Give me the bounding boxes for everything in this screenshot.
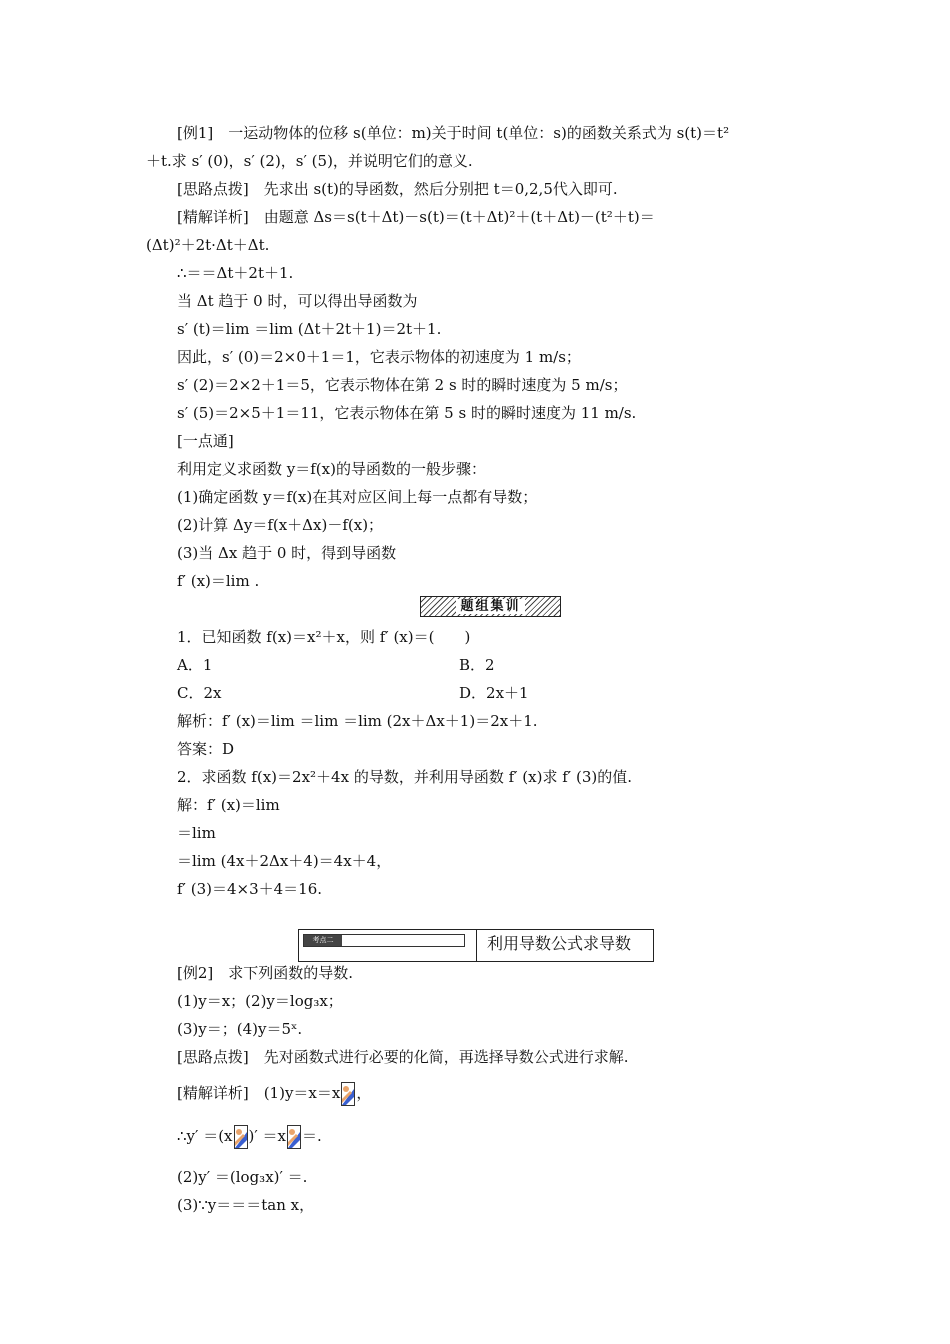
section-header [298, 929, 654, 962]
missing-formula-image [287, 1125, 301, 1149]
example1-line1: [例1] 一运动物体的位移 s(单位：m)关于时间 t(单位：s)的函数关系式为 s(t)＝t² [177, 124, 730, 142]
q1-stem: 1．已知函数 f(x)＝x²＋x，则 f′ (x)＝( ) [177, 628, 471, 646]
example1-solution-line1: [精解详析] 由题意 Δs＝s(t＋Δt)－s(t)＝(t＋Δt)²＋(t＋Δt)－(t²＋t)＝ [177, 208, 655, 226]
missing-formula-image [234, 1125, 248, 1149]
example1-solution-line4: 当 Δt 趋于 0 时，可以得出导函数为 [177, 292, 418, 310]
example2-solution-line1-end: ， [356, 1084, 372, 1102]
missing-formula-image [341, 1082, 355, 1106]
q2-step1: 解：f′ (x)＝lim [177, 796, 280, 814]
tip-heading: [一点通] [177, 432, 234, 450]
example2-solution-line1-text: [精解详析] (1)y＝x＝x [177, 1084, 341, 1102]
q2-step4: f′ (3)＝4×3＋4＝16. [177, 880, 323, 898]
example1-solution-line3: ∴＝＝Δt＋2t＋1. [177, 264, 294, 282]
practice-banner [420, 596, 561, 617]
tip-line3: (2)计算 Δy＝f(x＋Δx)－f(x)； [177, 516, 384, 534]
example2-line2: (1)y＝x；(2)y＝log₃x； [177, 992, 343, 1010]
q2-step3: ＝lim (4x＋2Δx＋4)＝4x＋4， [177, 852, 392, 870]
q2-step2: ＝lim [177, 824, 216, 842]
example2-solution-line2-c: ＝. [302, 1127, 322, 1145]
section-divider [476, 930, 477, 961]
example2-solution-line1 [177, 1082, 371, 1106]
tip-line2: (1)确定函数 y＝f(x)在其对应区间上每一点都有导数； [177, 488, 538, 506]
example1-solution-line7: s′ (2)＝2×2＋1＝5，它表示物体在第 2 s 时的瞬时速度为 5 m/s； [177, 376, 628, 394]
example1-solution-line2: (Δt)²＋2t·Δt＋Δt. [146, 236, 270, 254]
practice-banner-label: 题组集训 [456, 599, 524, 614]
example1-solution-line6: 因此，s′ (0)＝2×0＋1＝1，它表示物体的初速度为 1 m/s； [177, 348, 581, 366]
example1-solution-line8: s′ (5)＝2×5＋1＝11，它表示物体在第 5 s 时的瞬时速度为 11 m/s. [177, 404, 637, 422]
q1-option-b: B．2 [459, 656, 495, 674]
example2-line3: (3)y＝；(4)y＝5ˣ. [177, 1020, 303, 1038]
example2-solution-line2-a: ∴y′ ＝(x [177, 1127, 233, 1145]
example2-solution-line2-b: )′ ＝x [248, 1127, 287, 1145]
example1-hint: [思路点拨] 先求出 s(t)的导函数，然后分别把 t＝0,2,5代入即可. [177, 180, 618, 198]
tip-line1: 利用定义求函数 y＝f(x)的导函数的一般步骤： [177, 460, 486, 478]
example2-line1: [例2] 求下列函数的导数. [177, 964, 354, 982]
q1-analysis: 解析：f′ (x)＝lim ＝lim ＝lim (2x＋Δx＋1)＝2x＋1. [177, 712, 538, 730]
tip-line4: (3)当 Δx 趋于 0 时，得到导函数 [177, 544, 397, 562]
example2-solution-line3: (2)y′ ＝(log₃x)′ ＝. [177, 1168, 308, 1186]
q2-stem: 2．求函数 f(x)＝2x²＋4x 的导数，并利用导函数 f′ (x)求 f′ (3)的值. [177, 768, 632, 786]
example2-solution-line2 [177, 1125, 322, 1149]
q1-answer: 答案：D [177, 740, 235, 758]
example1-solution-line5: s′ (t)＝lim ＝lim (Δt＋2t＋1)＝2t＋1. [177, 320, 442, 338]
q1-option-a: A．1 [177, 656, 213, 674]
example2-hint: [思路点拨] 先对函数式进行必要的化简，再选择导数公式进行求解. [177, 1048, 629, 1066]
section-tag: 考点二 [304, 935, 342, 946]
q1-option-d: D．2x＋1 [459, 684, 529, 702]
q1-option-c: C．2x [177, 684, 222, 702]
example2-solution-line4: (3)∵y＝＝＝tan x， [177, 1196, 315, 1214]
example1-line2: ＋t.求 s′ (0)，s′ (2)，s′ (5)，并说明它们的意义. [146, 152, 473, 170]
section-tag-bar [303, 934, 465, 947]
section-title: 利用导数公式求导数 [487, 934, 632, 953]
tip-line5: f′ (x)＝lim . [177, 572, 260, 590]
